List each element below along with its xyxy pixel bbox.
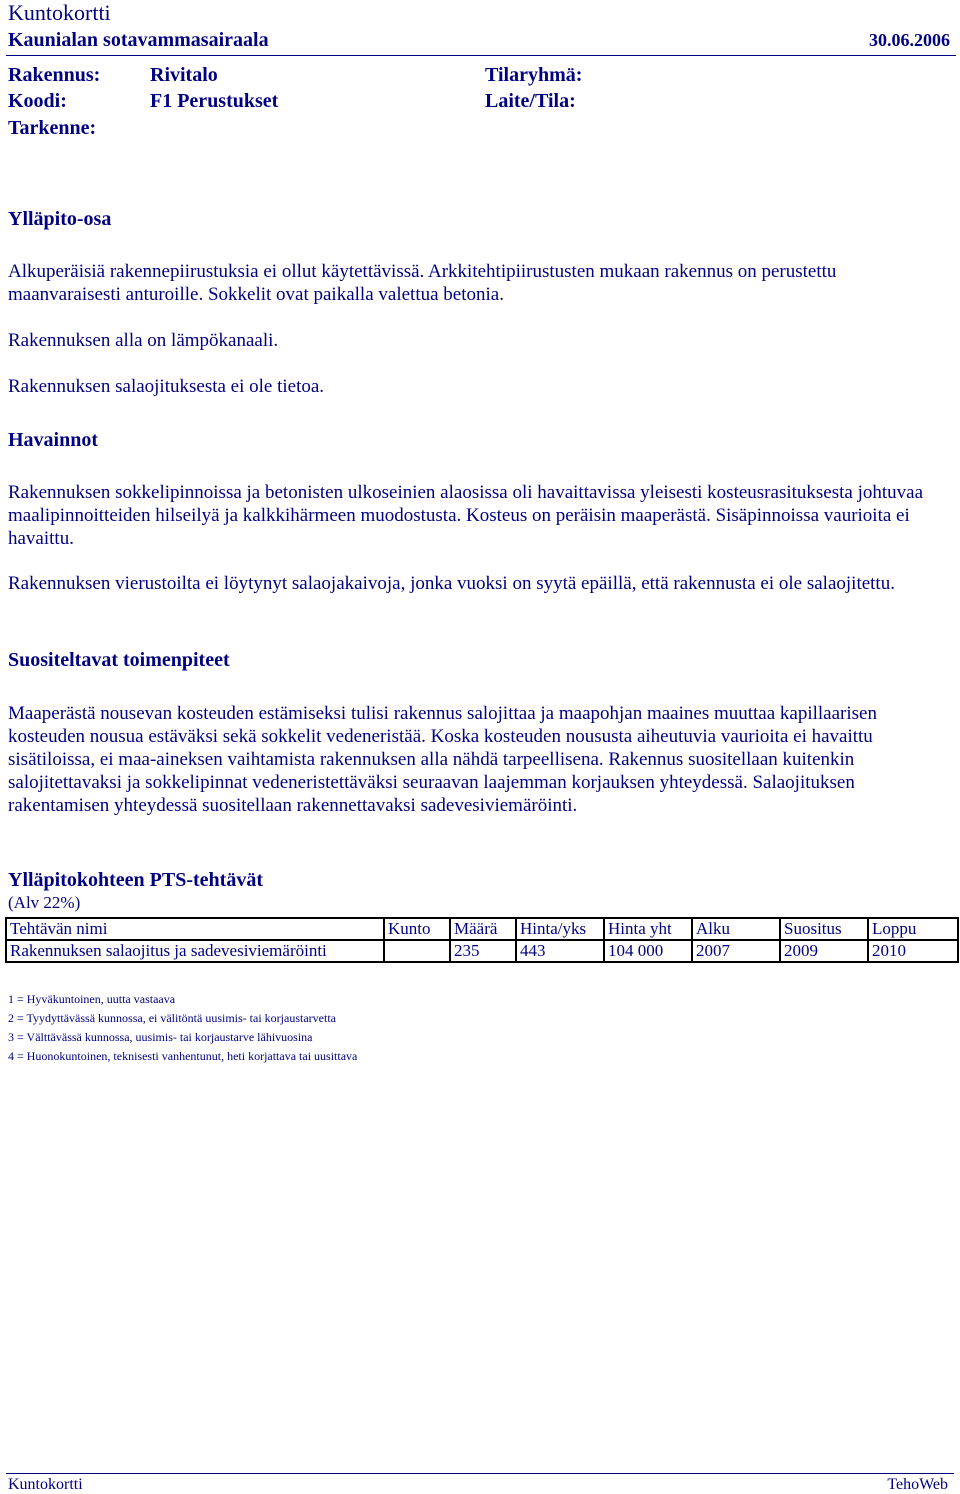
table-header-row [6, 918, 958, 940]
maara-cell: 235 [450, 940, 516, 962]
hinta-yks-cell: 443 [516, 940, 604, 962]
rakennus-label: Rakennus: [8, 64, 101, 86]
organization-name: Kaunialan sotavammasairaala [8, 29, 269, 51]
document-title: Kuntokortti [8, 0, 111, 25]
alv-note: (Alv 22%) [8, 893, 81, 912]
rakennus-value: Rivitalo [150, 64, 218, 86]
yllapito-paragraph-1: Alkuperäisiä rakennepiirustuksia ei ollut käytettävissä. Arkkitehtipiirustusten mukaan rakennus on perustettu maanvaraisesti anturoille. Sokkelit ovat paikalla valettua betonia. [8, 261, 837, 305]
hinta-yht-cell: 104 000 [604, 940, 692, 962]
pts-table [5, 917, 959, 963]
column-header: Loppu [868, 918, 958, 940]
yllapito-paragraph-3: Rakennuksen salaojituksesta ei ole tietoa. [8, 376, 325, 397]
loppu-cell: 2010 [868, 940, 958, 962]
footer-brand: TehoWeb [887, 1476, 948, 1493]
column-header: Määrä [450, 918, 516, 940]
yllapito-paragraph-2: Rakennuksen alla on lämpökanaali. [8, 330, 279, 351]
alku-cell: 2007 [692, 940, 780, 962]
footer-title: Kuntokortti [8, 1476, 83, 1493]
koodi-value: F1 Perustukset [150, 90, 279, 112]
column-header: Kunto [384, 918, 450, 940]
koodi-label: Koodi: [8, 90, 67, 112]
column-header: Hinta yht [604, 918, 692, 940]
laite-tila-label: Laite/Tila: [485, 90, 576, 112]
suositus-cell: 2009 [780, 940, 868, 962]
footer-divider [6, 1473, 954, 1474]
legend-item: 2 = Tyydyttävässä kunnossa, ei välitöntä uusimis- tai korjaustarvetta [8, 1011, 336, 1025]
suositeltavat-paragraph: Maaperästä nousevan kosteuden estämiseksi tulisi rakennus salojittaa ja maapohjan maaines muuttaa kapillaarisen kosteuden nousua estäväksi sekä sokkelit vedeneristää. Koska kosteuden noususta aiheutuvia vaurioita ei havaittu sisätiloissa, ei maa-aineksen vaihtamista rakennuksen alla nähdä tarpeellisena. Rakennus suositellaan kuitenkin salojitettavaksi ja sokkelipinnat vedeneristettäväksi seuraavan laajemman korjauksen yhteydessä. Salaojituksen rakentamisen yhteydessä suositellaan rakennettavaksi sadevesiviemäröinti. [8, 703, 877, 816]
table-row [6, 940, 958, 962]
legend-item: 1 = Hyväkuntoinen, uutta vastaava [8, 992, 176, 1006]
legend-item: 3 = Välttävässä kunnossa, uusimis- tai korjaustarve lähivuosina [8, 1030, 313, 1044]
tarkenne-label: Tarkenne: [8, 117, 97, 139]
legend-item: 4 = Huonokuntoinen, teknisesti vanhentunut, heti korjattava tai uusittava [8, 1049, 358, 1063]
havainnot-paragraph-2: Rakennuksen vierustoilta ei löytynyt salaojakaivoja, jonka vuoksi on syytä epäillä, että rakennusta ei ole salaojitettu. [8, 573, 895, 594]
column-header: Suositus [780, 918, 868, 940]
havainnot-paragraph-1: Rakennuksen sokkelipinnoissa ja betonisten ulkoseinien alaosissa oli havaittavissa yleisesti kosteusrasituksesta johtuvaa maalipinnoitteiden hilseilyä ja kalkkihärmeen muodostusta. Kosteus on peräisin maaperästä. Sisäpinnoissa vaurioita ei havaittu. [8, 482, 924, 549]
kunto-cell [384, 940, 450, 962]
pts-heading: Ylläpitokohteen PTS-tehtävät [8, 869, 263, 891]
havainnot-heading: Havainnot [8, 429, 99, 451]
suositeltavat-heading: Suositeltavat toimenpiteet [8, 649, 230, 671]
column-header: Hinta/yks [516, 918, 604, 940]
document-date: 30.06.2006 [869, 30, 950, 50]
task-name-cell: Rakennuksen salaojitus ja sadevesiviemäröinti [6, 940, 384, 962]
header-divider [6, 55, 956, 56]
tilaryhma-label: Tilaryhmä: [485, 64, 583, 86]
condition-legend [8, 990, 357, 1066]
column-header: Tehtävän nimi [6, 918, 384, 940]
yllapito-heading: Ylläpito-osa [8, 208, 112, 230]
column-header: Alku [692, 918, 780, 940]
